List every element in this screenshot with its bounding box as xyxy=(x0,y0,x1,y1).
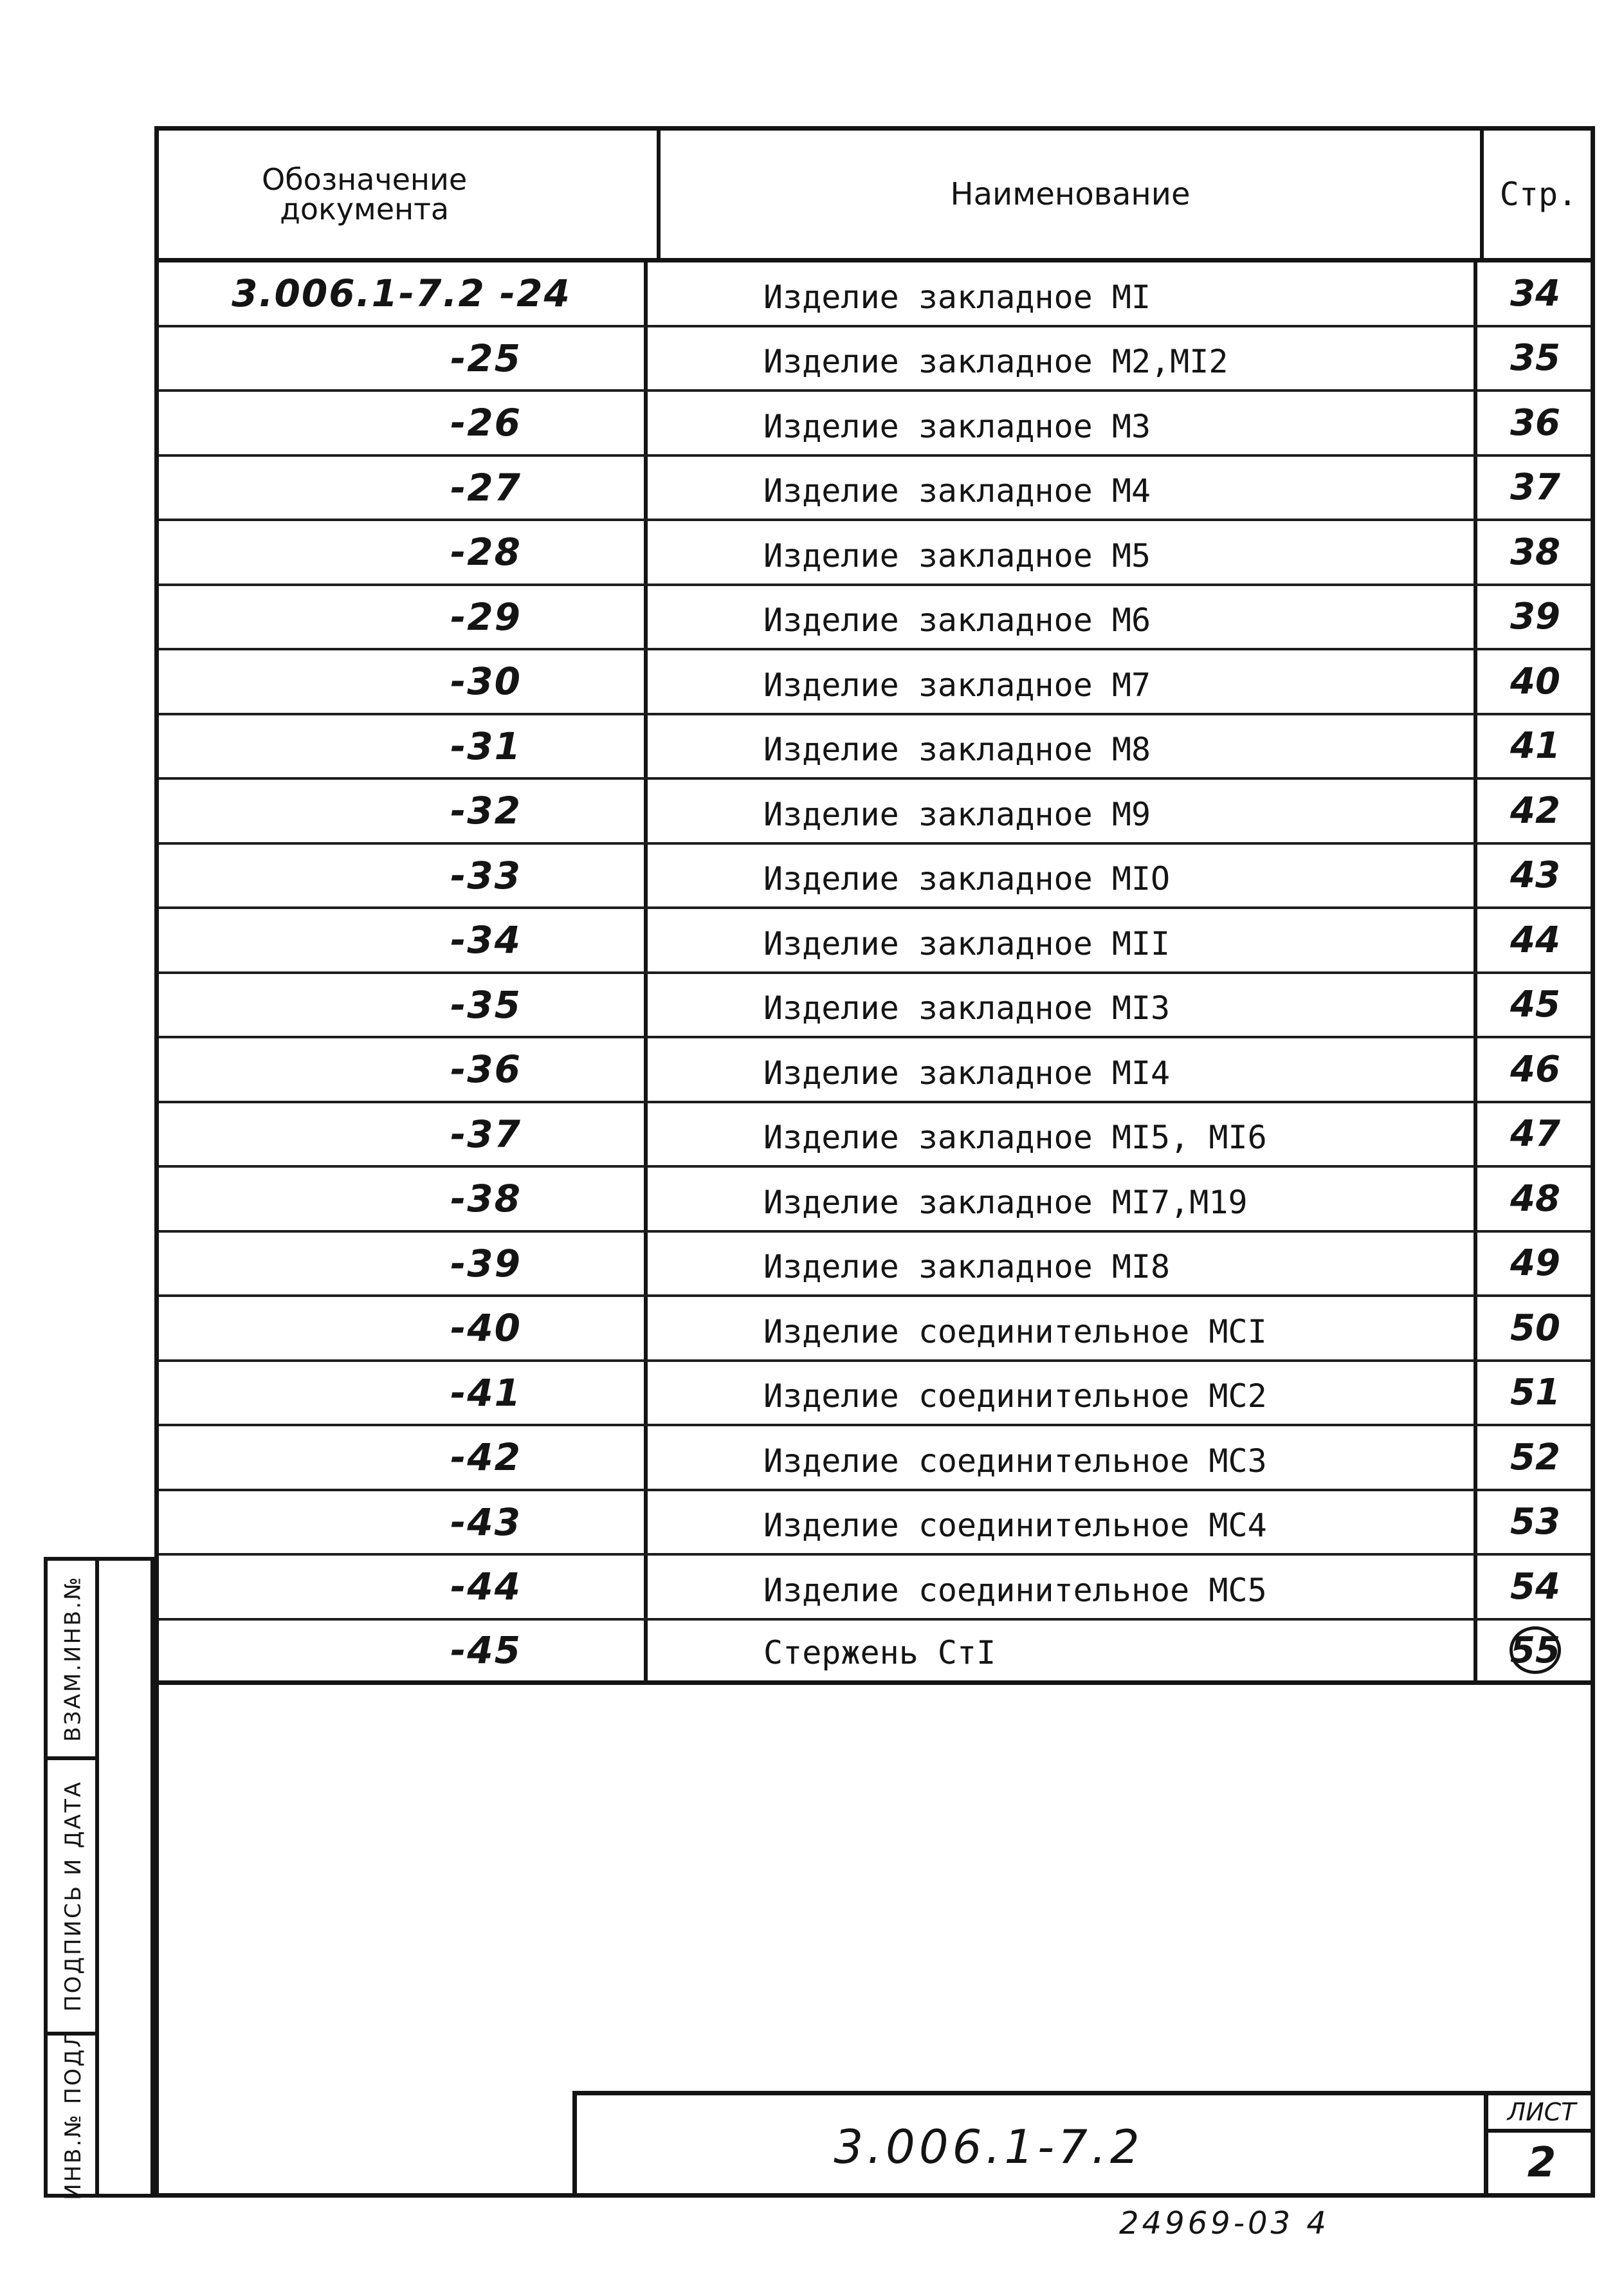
row-name: Изделие соединительное МСI xyxy=(648,1297,1477,1359)
row-page: 54 xyxy=(1510,1565,1560,1608)
row-page-cell xyxy=(1477,1491,1593,1554)
table-row xyxy=(159,457,1591,522)
row-designation: -38 xyxy=(159,1168,648,1230)
row-name: Изделие закладное М7 xyxy=(648,650,1477,713)
row-page-cell xyxy=(1477,1362,1593,1424)
title-block-document: 3.006.1-7.2 xyxy=(834,2119,1144,2174)
row-name: Изделие закладное М4 xyxy=(648,457,1477,519)
row-page-cell xyxy=(1477,1168,1593,1230)
row-name: Изделие закладное М8 xyxy=(648,715,1477,778)
row-page: 53 xyxy=(1510,1501,1560,1543)
title-block-sheet xyxy=(1484,2095,1595,2198)
row-designation: -43 xyxy=(159,1491,648,1554)
row-name: Изделие соединительное МС4 xyxy=(648,1491,1477,1554)
row-page-cell xyxy=(1477,1426,1593,1489)
row-designation: -42 xyxy=(159,1426,648,1489)
table-row xyxy=(159,1621,1591,1686)
side-stamp-strip xyxy=(48,1561,99,2200)
row-page: 45 xyxy=(1510,984,1560,1026)
row-page: 37 xyxy=(1510,466,1560,509)
row-page-cell xyxy=(1477,457,1593,519)
row-page-cell xyxy=(1477,1233,1593,1295)
row-page-cell xyxy=(1477,780,1593,842)
row-page: 36 xyxy=(1510,401,1560,444)
row-designation: -39 xyxy=(159,1233,648,1295)
row-page-cell xyxy=(1477,521,1593,584)
row-page-cell xyxy=(1477,262,1593,325)
row-page-cell xyxy=(1477,327,1593,390)
row-name: Изделие закладное М5 xyxy=(648,521,1477,584)
header-page: Стр. xyxy=(1499,176,1578,213)
row-page: 47 xyxy=(1510,1113,1560,1155)
row-name: Изделие закладное М2,МI2 xyxy=(648,327,1477,390)
document-frame xyxy=(154,126,1595,2198)
table-row xyxy=(159,327,1591,392)
row-page: 44 xyxy=(1510,919,1560,961)
row-page-cell xyxy=(1477,1297,1593,1359)
row-page-cell xyxy=(1477,715,1593,778)
row-page-cell xyxy=(1477,586,1593,648)
row-page-cell xyxy=(1477,1556,1593,1618)
row-name: Изделие закладное МI7,М19 xyxy=(648,1168,1477,1230)
table-body xyxy=(159,262,1591,1685)
footer-number: 24969-03 4 xyxy=(1119,2205,1329,2241)
table-row xyxy=(159,1556,1591,1621)
row-page: 39 xyxy=(1510,596,1560,638)
row-name: Изделие закладное МIO xyxy=(648,845,1477,907)
row-name: Изделие закладное МI4 xyxy=(648,1038,1477,1101)
row-page-cell xyxy=(1477,1621,1593,1681)
row-page-cell xyxy=(1477,845,1593,907)
row-name: Изделие закладное МI8 xyxy=(648,1233,1477,1295)
row-designation: -30 xyxy=(159,650,648,713)
row-page: 43 xyxy=(1510,854,1560,897)
table-row xyxy=(159,1233,1591,1298)
table-row xyxy=(159,1491,1591,1556)
row-designation: -35 xyxy=(159,974,648,1036)
row-designation: -40 xyxy=(159,1297,648,1359)
row-name: Изделие закладное МI xyxy=(648,262,1477,325)
row-name: Изделие закладное МI5, МI6 xyxy=(648,1103,1477,1166)
row-designation: -41 xyxy=(159,1362,648,1424)
row-page-cell xyxy=(1477,909,1593,971)
table-row xyxy=(159,586,1591,651)
row-designation: -32 xyxy=(159,780,648,842)
row-name: Изделие соединительное МС3 xyxy=(648,1426,1477,1489)
row-designation: -33 xyxy=(159,845,648,907)
row-name: Изделие закладное МII xyxy=(648,909,1477,971)
row-designation: -37 xyxy=(159,1103,648,1166)
side-stamp xyxy=(44,1557,154,2198)
row-page: 41 xyxy=(1510,725,1560,768)
table-row xyxy=(159,845,1591,910)
row-page: 51 xyxy=(1510,1372,1560,1414)
row-designation: -44 xyxy=(159,1556,648,1618)
row-designation: -28 xyxy=(159,521,648,584)
table-row xyxy=(159,1038,1591,1103)
row-designation: -26 xyxy=(159,392,648,454)
row-page-cell xyxy=(1477,974,1593,1036)
row-page: 50 xyxy=(1510,1307,1560,1349)
header-name: Наименование xyxy=(661,131,1484,258)
table-row xyxy=(159,1103,1591,1168)
table-row xyxy=(159,1297,1591,1362)
row-page: 38 xyxy=(1510,531,1560,573)
table-row xyxy=(159,1168,1591,1233)
table-row xyxy=(159,650,1591,715)
row-designation: -36 xyxy=(159,1038,648,1101)
row-designation: 3.006.1-7.2 -24 xyxy=(159,262,648,325)
row-page: 35 xyxy=(1510,337,1560,380)
row-page: 42 xyxy=(1510,789,1560,832)
row-page-cell xyxy=(1477,1038,1593,1101)
table-row xyxy=(159,1426,1591,1491)
row-name: Изделие соединительное МС5 xyxy=(648,1556,1477,1618)
row-page: 46 xyxy=(1510,1048,1560,1090)
side-label-replaced-inv: ВЗАМ.ИНВ.№ xyxy=(60,1575,86,1742)
side-cell-replaced-inv xyxy=(48,1561,99,1760)
table-row xyxy=(159,780,1591,845)
row-designation: -25 xyxy=(159,327,648,390)
row-page: 34 xyxy=(1510,272,1560,315)
row-page-cell xyxy=(1477,650,1593,713)
header-designation-line1: Обозначение xyxy=(262,162,468,197)
header-designation xyxy=(159,131,661,258)
sheet-label: ЛИСТ xyxy=(1488,2095,1595,2133)
row-page: 40 xyxy=(1510,660,1560,703)
table-row xyxy=(159,974,1591,1039)
row-name: Изделие закладное М6 xyxy=(648,586,1477,648)
row-name: Изделие закладное М3 xyxy=(648,392,1477,454)
table-row xyxy=(159,715,1591,780)
table-row xyxy=(159,1362,1591,1427)
table-row xyxy=(159,392,1591,457)
sheet-number: 2 xyxy=(1527,2139,1556,2187)
side-cell-signature-date xyxy=(48,1760,99,2036)
row-name: Изделие закладное МI3 xyxy=(648,974,1477,1036)
row-designation: -45 xyxy=(159,1621,648,1681)
table-row xyxy=(159,909,1591,974)
row-page: 52 xyxy=(1510,1436,1560,1478)
row-name: Изделие соединительное МС2 xyxy=(648,1362,1477,1424)
title-block xyxy=(572,2091,1595,2198)
row-page-cell xyxy=(1477,1103,1593,1166)
row-designation: -31 xyxy=(159,715,648,778)
row-page-cell xyxy=(1477,392,1593,454)
row-page: 55 xyxy=(1510,1626,1561,1674)
row-designation: -34 xyxy=(159,909,648,971)
row-designation: -29 xyxy=(159,586,648,648)
side-label-inv-original: ИНВ.№ ПОДЛ xyxy=(60,2029,87,2200)
table-header xyxy=(159,131,1591,262)
row-name: Стержень СтI xyxy=(648,1621,1477,1681)
row-name: Изделие закладное М9 xyxy=(648,780,1477,842)
table-row xyxy=(159,262,1591,327)
row-page: 48 xyxy=(1510,1177,1560,1220)
side-label-signature-date: ПОДПИСЬ И ДАТА xyxy=(60,1780,87,2012)
row-page: 49 xyxy=(1510,1242,1560,1285)
table-row xyxy=(159,521,1591,586)
row-designation: -27 xyxy=(159,457,648,519)
header-designation-line2: документа xyxy=(280,192,450,226)
side-cell-inv-original xyxy=(48,2029,99,2200)
